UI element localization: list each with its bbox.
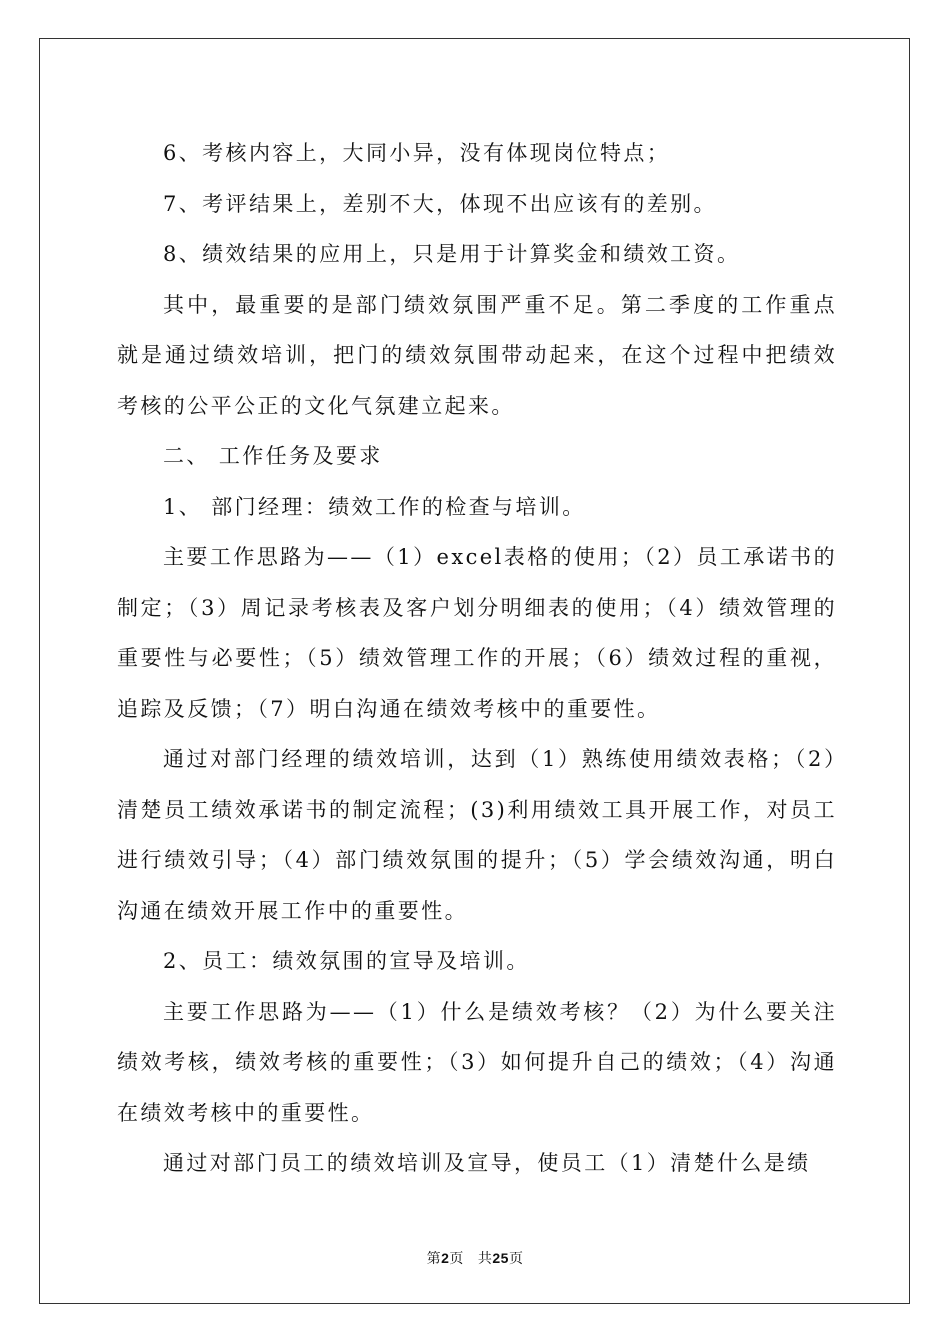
footer-total-suffix: 页 [508, 1251, 524, 1267]
paragraph-item-7: 7、考评结果上，差别不大，体现不出应该有的差别。 [163, 191, 717, 216]
paragraph-item-6: 6、考核内容上，大同小异，没有体现岗位特点； [163, 141, 671, 165]
footer-page-number: 2 [441, 1250, 450, 1266]
paragraph-item-8: 8、绩效结果的应用上，只是用于计算奖金和绩效工资。 [163, 242, 741, 266]
footer-page-suffix: 页 [449, 1251, 464, 1267]
paragraph-manager-goals: 通过对部门经理的绩效培训，达到（1）熟练使用绩效表格；（2）清楚员工绩效承诺书的制定流程；(3)利用绩效工具开展工作，对员工进行绩效引导；（4）部门绩效氛围的提升；（5）学会绩效沟通，明白沟通在绩效开展工作中的重要性。 [117, 747, 837, 923]
paragraph-summary: 其中，最重要的是部门绩效氛围严重不足。第二季度的工作重点就是通过绩效培训，把门的绩效氛围带动起来，在这个过程中把绩效考核的公平公正的文化气氛建立起来。 [117, 292, 837, 418]
footer-total-prefix: 共 [477, 1251, 493, 1267]
subheading-staff: 2、员工：绩效氛围的宣导及培训。 [163, 949, 530, 973]
paragraph-manager-ideas: 主要工作思路为——（1）excel表格的使用；（2）员工承诺书的制定；（3）周记录考核表及客户划分明细表的使用；（4）绩效管理的重要性与必要性；（5）绩效管理工作的开展；（6）绩效过程的重视，追踪及反馈；（7）明白沟通在绩效考核中的重要性。 [117, 545, 837, 721]
section-heading: 二、 工作任务及要求 [163, 444, 383, 468]
page-footer [0, 1248, 950, 1268]
document-body [117, 128, 837, 1189]
footer-total-pages: 25 [492, 1250, 509, 1266]
footer-prefix: 第 [426, 1251, 442, 1267]
paragraph-staff-goals: 通过对部门员工的绩效培训及宣导，使员工（1）清楚什么是绩 [163, 1151, 811, 1175]
paragraph-staff-ideas: 主要工作思路为——（1）什么是绩效考核？（2）为什么要关注绩效考核，绩效考核的重要性；（3）如何提升自己的绩效；（4）沟通在绩效考核中的重要性。 [117, 999, 837, 1125]
subheading-manager: 1、 部门经理：绩效工作的检查与培训。 [163, 494, 586, 519]
